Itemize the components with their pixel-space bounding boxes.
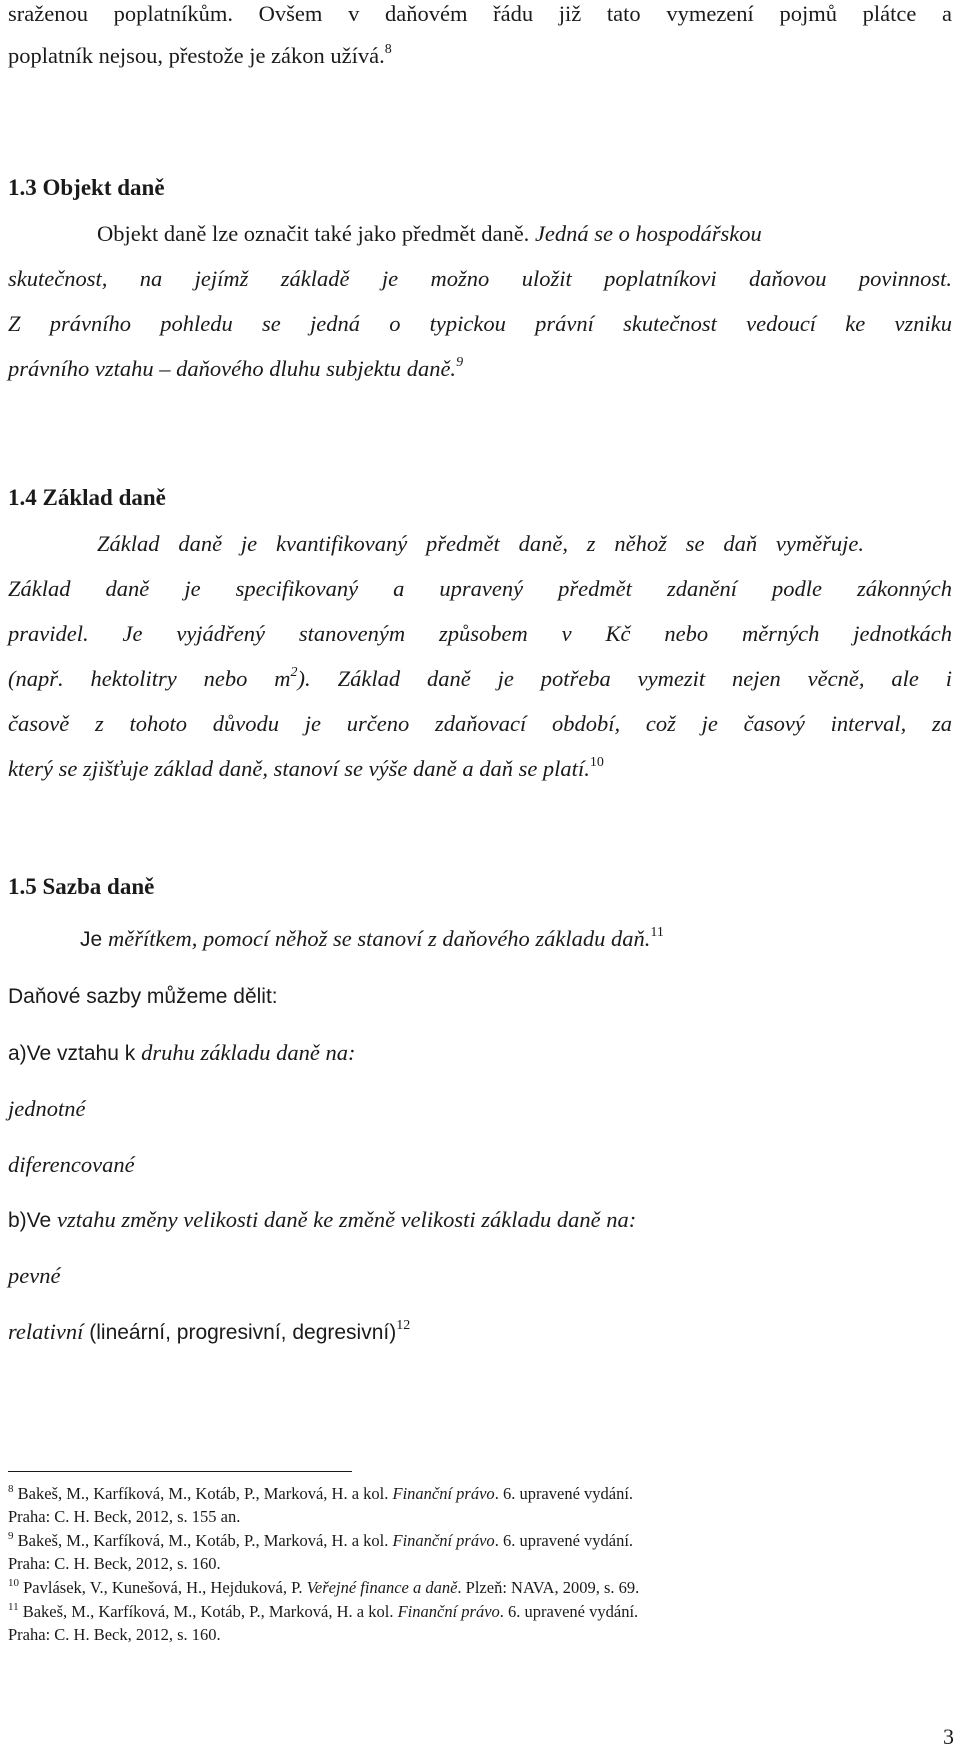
text-line: pravidel. Je vyjádřený stanoveným způsobem v Kč nebo měrných jednotkách — [8, 621, 952, 646]
text-span: sraženou poplatníkům. Ovšem v daňovém řádu již tato vymezení pojmů plátce a — [8, 1, 952, 26]
footnote-ref[interactable]: 9 — [456, 355, 464, 370]
footnote-continuation: Praha: C. H. Beck, 2012, s. 155 an. — [8, 1507, 241, 1526]
text-span: . Plzeň: NAVA, 2009, s. 69. — [457, 1578, 640, 1597]
text-line: Základ daně je kvantifikovaný předmět daně, z něhož se daň vyměřuje. — [97, 531, 864, 556]
text-span: poplatník nejsou, přestože je zákon užívá. — [8, 43, 385, 68]
text-span: Jedná se o hospodářskou — [529, 221, 762, 246]
footnote — [8, 1602, 638, 1622]
text-span: ). Základ daně je potřeba vymezit nejen věcně, ale i — [297, 666, 952, 691]
list-item — [8, 1318, 952, 1347]
text-line — [8, 755, 952, 783]
footnote-ref[interactable]: 10 — [589, 755, 604, 770]
text-line: časově z tohoto důvodu je určeno zdaňovací období, což je časový interval, za — [8, 711, 952, 736]
text-line — [80, 925, 952, 954]
text-span: který se zjišťuje základ daně, stanoví se výše daně a daň se platí. — [8, 756, 590, 781]
text-span: právního vztahu – daňového dluhu subjektu daně. — [8, 356, 457, 381]
text-span: Je — [80, 928, 109, 951]
footnote-number: 11 — [8, 1601, 19, 1613]
text-span: druhu základu daně na: — [141, 1040, 356, 1065]
text-span: Veřejné finance a daně — [306, 1578, 458, 1597]
text-line — [97, 220, 952, 248]
text-span: Finanční právo — [397, 1602, 500, 1621]
footnote-divider — [8, 1471, 352, 1472]
text-span: Bakeš, M., Karfíková, M., Kotáb, P., Marková, H. a kol. — [22, 1602, 398, 1621]
text-line: Daňové sazby můžeme dělit: — [8, 985, 278, 1008]
footnote-continuation: Praha: C. H. Beck, 2012, s. 160. — [8, 1625, 221, 1644]
footnote-number: 10 — [8, 1577, 19, 1589]
section-heading: 1.4 Základ daně — [8, 485, 166, 510]
text-span: Finanční právo — [392, 1531, 495, 1550]
text-line — [8, 1039, 952, 1068]
page-number: 3 — [943, 1724, 954, 1749]
text-span: Bakeš, M., Karfíková, M., Kotáb, P., Marková, H. a kol. — [17, 1531, 393, 1550]
text-line — [8, 665, 952, 693]
text-line: skutečnost, na jejímž základě je možno uložit poplatníkovi daňovou povinnost. — [8, 266, 952, 291]
section-heading: 1.3 Objekt daně — [8, 175, 165, 200]
text-span: Objekt daně lze označit také jako předmět daně. — [97, 221, 530, 246]
footnote-ref[interactable]: 11 — [650, 925, 664, 940]
footnote — [8, 1484, 633, 1504]
text-line: Základ daně je specifikovaný a upravený předmět zdanění podle zákonných — [8, 576, 952, 601]
text-span: Bakeš, M., Karfíková, M., Kotáb, P., Marková, H. a kol. — [17, 1484, 393, 1503]
footnote — [8, 1531, 633, 1551]
text-span: (např. hektolitry nebo m — [8, 666, 291, 691]
section-heading: 1.5 Sazba daně — [8, 874, 155, 899]
footnote-continuation: Praha: C. H. Beck, 2012, s. 160. — [8, 1554, 221, 1573]
superscript: 2 — [290, 665, 298, 680]
text-span: b)Ve — [8, 1209, 58, 1232]
text-line — [8, 355, 952, 383]
text-line: Z právního pohledu se jedná o typickou právní skutečnost vedoucí ke vzniku — [8, 311, 952, 336]
list-item: diferencované — [8, 1152, 135, 1177]
text-span: Pavlásek, V., Kunešová, H., Hejduková, P. — [23, 1578, 307, 1597]
text-span: a)Ve vztahu k — [8, 1042, 142, 1065]
text-span: měřítkem, pomocí něhož se stanoví z daňového základu daň. — [108, 926, 651, 951]
text-span: relativní — [8, 1319, 84, 1344]
list-item: pevné — [8, 1263, 61, 1288]
text-span: . 6. upravené vydání. — [494, 1531, 634, 1550]
footnote-ref[interactable]: 12 — [396, 1318, 411, 1333]
text-line — [8, 1206, 952, 1235]
footnote-ref[interactable]: 8 — [384, 42, 392, 57]
text-span: (lineární, progresivní, degresivní) — [83, 1321, 397, 1344]
text-line — [8, 42, 952, 70]
text-span: Finanční právo — [392, 1484, 495, 1503]
footnote — [8, 1578, 639, 1598]
footnote-number: 8 — [8, 1483, 14, 1495]
footnote-number: 9 — [8, 1530, 14, 1542]
text-line — [8, 0, 952, 28]
text-span: . 6. upravené vydání. — [499, 1602, 639, 1621]
list-item: jednotné — [8, 1096, 86, 1121]
text-span: vztahu změny velikosti daně ke změně velikosti základu daně na: — [57, 1207, 637, 1232]
text-span: . 6. upravené vydání. — [494, 1484, 634, 1503]
